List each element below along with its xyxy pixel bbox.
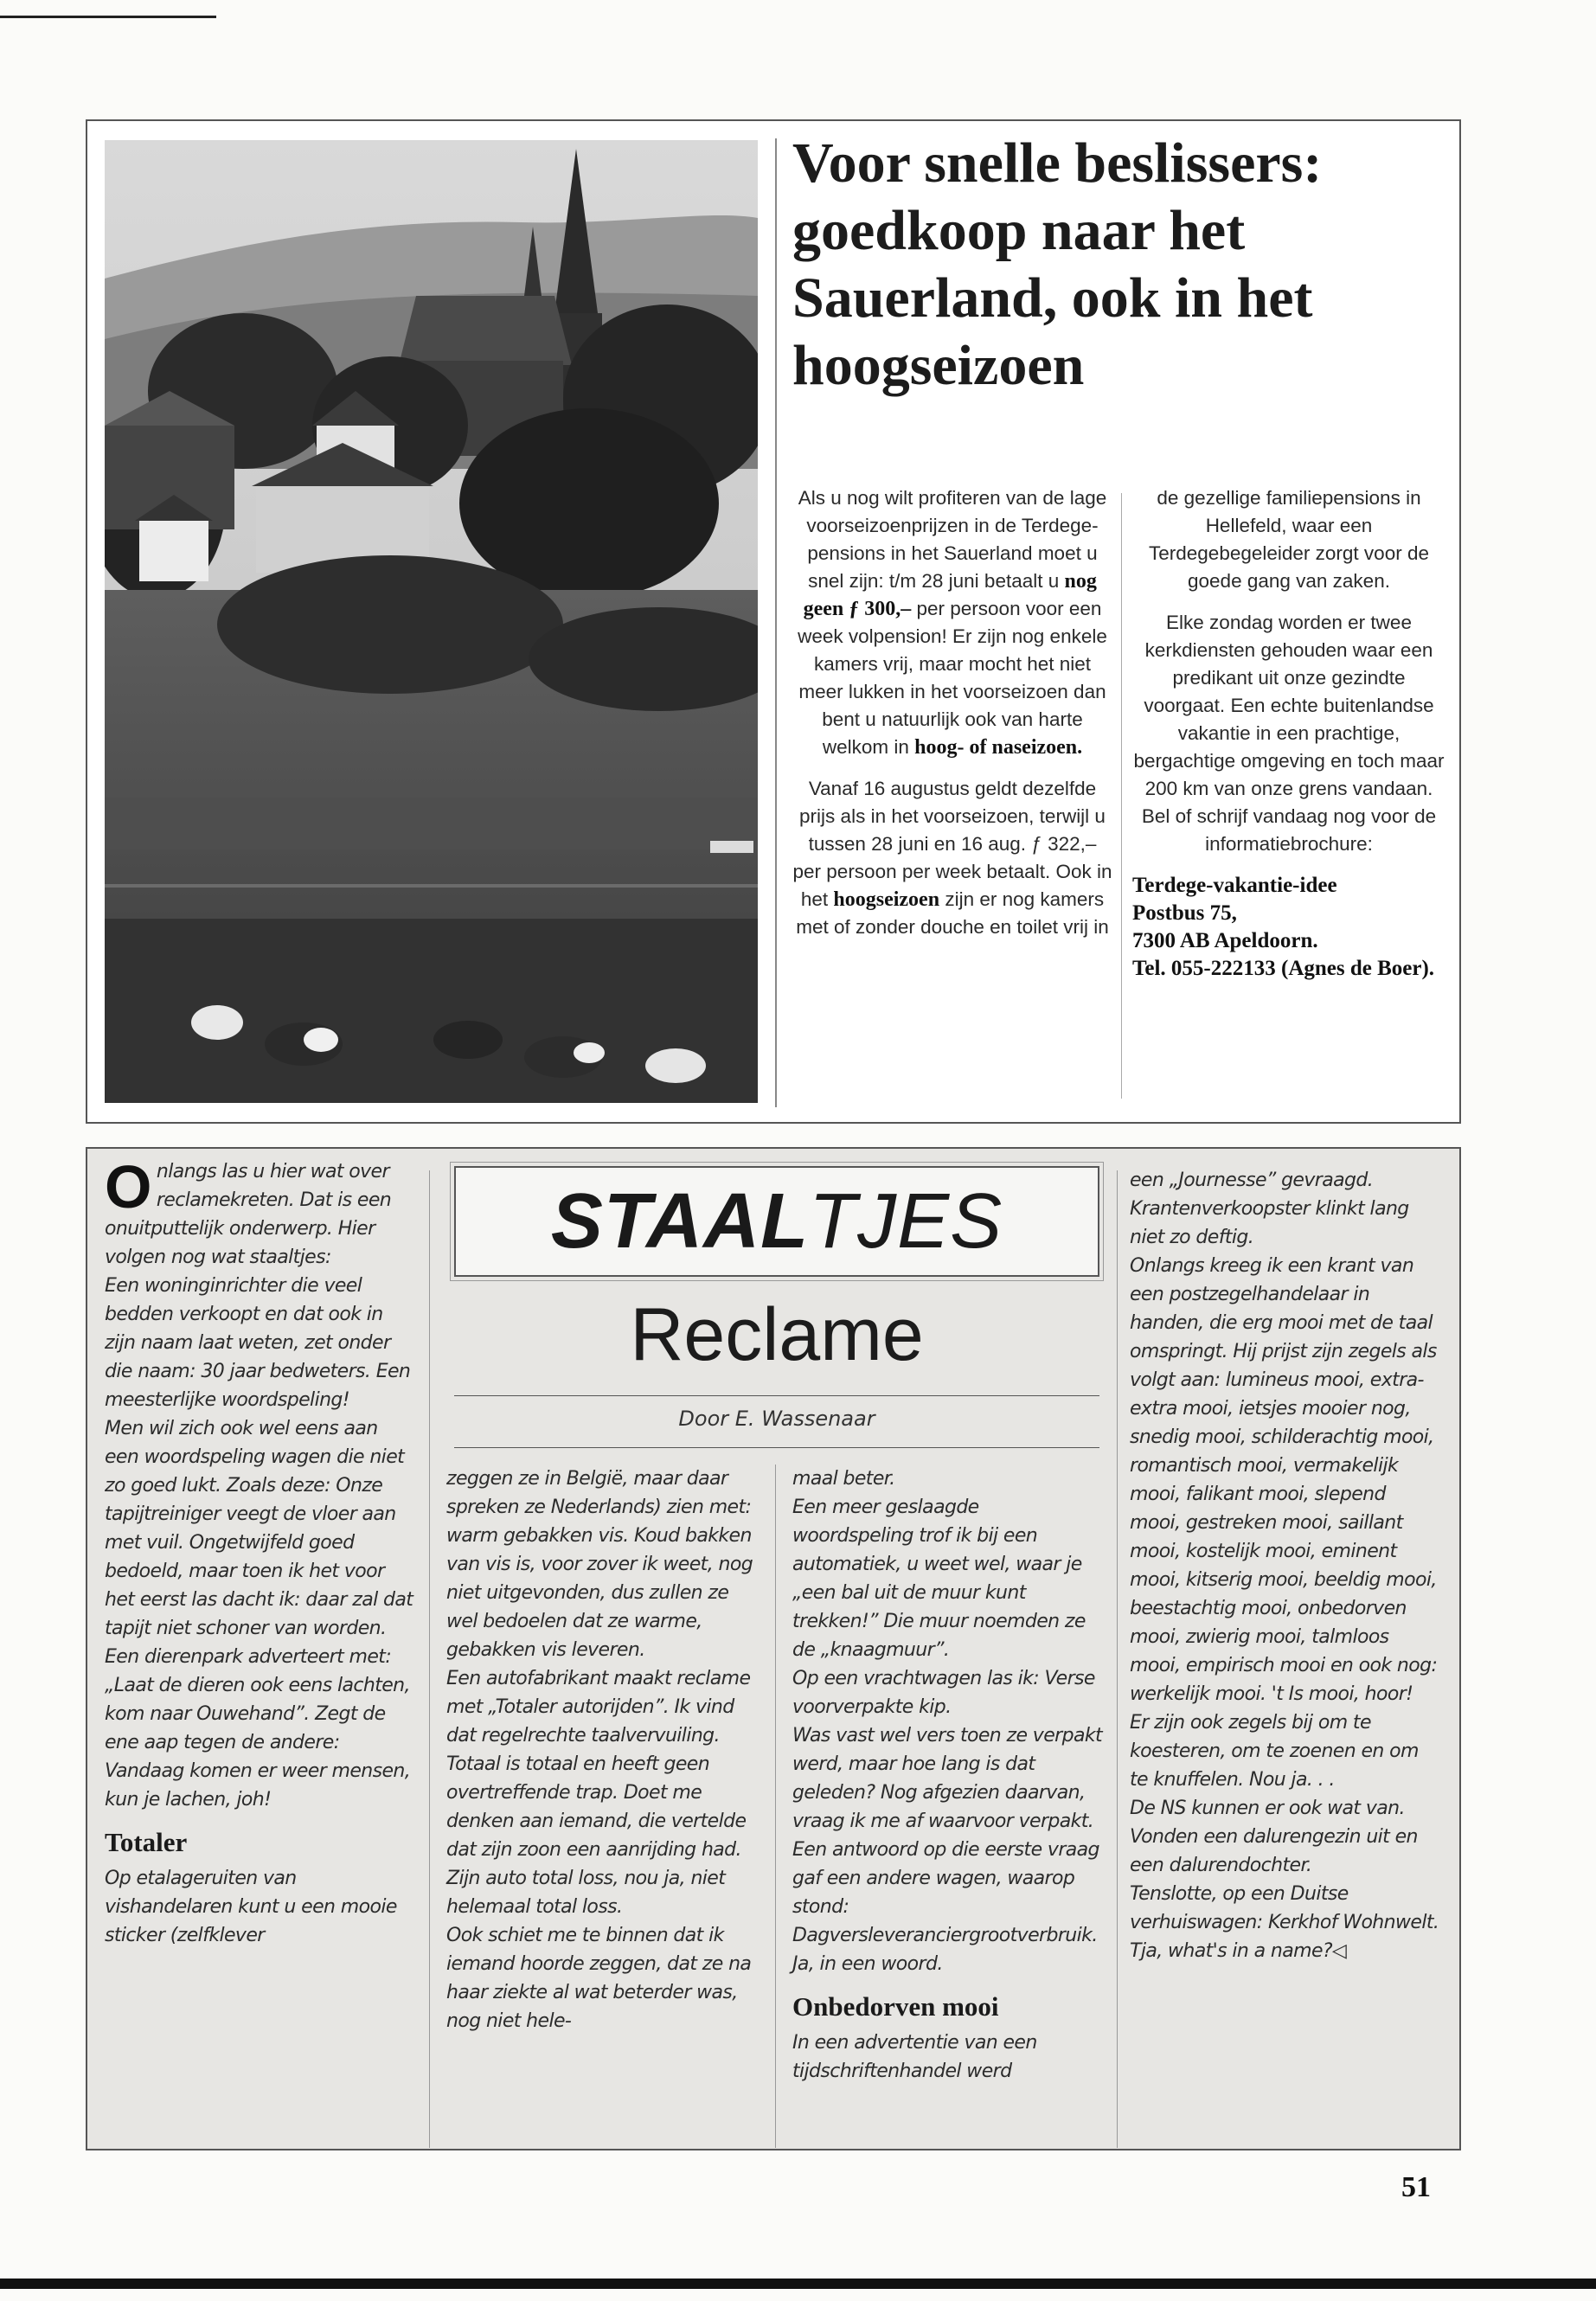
staaltjes-article-box	[86, 1147, 1461, 2150]
section-heading: Totaler	[105, 1827, 188, 1857]
bottom-rule	[0, 2279, 1596, 2289]
logo-text-bold: STAAL	[550, 1178, 810, 1265]
address-line: Postbus 75,	[1132, 901, 1237, 925]
title-rule	[454, 1395, 1099, 1396]
article-paragraph: Ook schiet me te binnen dat ik iemand hoorde zeggen, dat ze na haar ziekte al wat beterder was, nog niet hele-	[446, 1925, 752, 2032]
article-column-1	[105, 1153, 416, 1950]
ad-paragraph-1	[792, 484, 1112, 761]
article-text: nlangs las u hier wat over reclamekreten. Dat is een onuitputtelijk onderwerp. Hier volgen nog wat staaltjes:	[105, 1161, 392, 1268]
article-paragraph	[105, 1153, 416, 1272]
ad-text: Als u nog wilt profiteren van de lage voorseizoenprijzen in de Terdege-pensions in het Sauerland moet u snel zijn: t/m 28 juni betaalt u	[798, 487, 1107, 592]
column-divider	[1117, 1170, 1118, 2148]
article-paragraph: Ja, in een woord.	[792, 1953, 943, 1975]
article-paragraph: Tja, what's in a name?◁	[1130, 1940, 1347, 1962]
article-paragraph: Een dierenpark adverteert met: „Laat de dieren ook eens lachten, kom naar Ouwehand”. Zegt de ene aap tegen de andere: Vandaag komen er weer mensen, kun je lachen, joh!	[105, 1646, 411, 1811]
page-number: 51	[1401, 2171, 1431, 2203]
drop-cap: O	[105, 1153, 151, 1221]
ad-paragraph-2	[792, 775, 1112, 941]
staaltjes-logo	[454, 1166, 1099, 1277]
address-line: Tel. 055-222133 (Agnes de Boer).	[1132, 957, 1435, 980]
article-paragraph: Op een vrachtwagen las ik: Verse voorverpakte kip.	[792, 1668, 1095, 1718]
article-paragraph: Was vast wel vers toen ze verpakt werd, maar hoe lang is dat geleden? Nog afgezien daarvan, vraag ik me af waarvoor verpakt. Een antwoord op die eerste vraag gaf een andere wagen, waarop stond: Dagversleveranciergrootverbruik.	[792, 1725, 1103, 1946]
address-line: 7300 AB Apeldoorn.	[1132, 929, 1318, 952]
logo-text-light: TJES	[809, 1178, 1003, 1265]
ad-divider	[775, 138, 777, 1107]
article-column-3	[792, 1465, 1104, 2086]
ad-text: per persoon voor een week volpension! Er zijn nog enkele kamers vrij, maar mocht het niet meer lukken in het voorseizoen dan bent u natuurlijk ook van harte welkom in	[798, 598, 1107, 758]
article-paragraph: Een autofabrikant maakt reclame met „Totaler autorijden”. Ik vind dat regelrechte taalvervuiling. Totaal is totaal en heeft geen overtreffende trap. Doet me denken aan iemand, die vertelde dat zijn zoon een aanrijding had. Zijn auto total loss, nou ja, niet helemaal total loss.	[446, 1668, 751, 1918]
ad-column-1	[792, 484, 1112, 955]
byline: Door E. Wassenaar	[678, 1407, 875, 1431]
top-rule	[0, 16, 216, 18]
ad-headline: Voor snelle beslissers: goedkoop naar het Sauerland, ook in het hoogseizoen	[792, 131, 1323, 397]
advertisement-box	[86, 119, 1461, 1124]
address-line: Terdege-vakantie-idee	[1132, 874, 1337, 897]
ad-paragraph-3: de gezellige familiepensions in Hellefeld, waar een Terdegebegeleider zorgt voor de goede gang van zaken.	[1149, 487, 1429, 592]
article-paragraph: Op etalageruiten van vishandelaren kunt u een mooie sticker (zelfklever	[105, 1868, 397, 1946]
church-village-landscape-photo	[105, 140, 758, 1103]
article-paragraph: Tenslotte, op een Duitse verhuiswagen: Kerkhof Wohnwelt.	[1130, 1883, 1439, 1933]
ad-column-2	[1132, 484, 1445, 983]
article-column-2	[446, 1465, 758, 2035]
article-paragraph: maal beter.	[792, 1468, 895, 1490]
column-divider	[429, 1170, 430, 2148]
byline-rule	[454, 1447, 1099, 1448]
article-paragraph: De NS kunnen er ook wat van. Vonden een dalurengezin uit en een dalurendochter.	[1130, 1798, 1418, 1876]
article-paragraph: een „Journesse” gevraagd. Krantenverkoopster klinkt lang niet zo deftig.	[1130, 1170, 1409, 1248]
ad-paragraph-4: Elke zondag worden er twee kerkdiensten gehouden waar een predikant uit onze gezindte voorgaat. Een echte buitenlandse vakantie in een prachtige, bergachtige omgeving en toch maar 200 km van onze grens vandaan. Bel of schrijf vandaag nog voor de informatiebrochure:	[1133, 612, 1445, 855]
column-divider	[775, 1465, 776, 2148]
ad-season-highlight: hoog- of naseizoen.	[914, 736, 1083, 759]
ad-column-divider	[1121, 493, 1122, 1099]
article-paragraph: Er zijn ook zegels bij om te koesteren, om te zoenen en om te knuffelen. Nou ja. . .	[1130, 1712, 1419, 1791]
ad-text: zijn er nog kamers met of zonder douche en toilet vrij in	[796, 888, 1109, 938]
article-paragraph: Onlangs kreeg ik een krant van een postzegelhandelaar in handen, die erg mooi met de taal omspringt. Hij prijst zijn zegels als volgt aan: lumineus mooi, extra-extra mooi, ietsjes mooier nog, snedig mooi, schilderachtig mooi, romantisch mooi, vermakelijk mooi, falikant mooi, slepend mooi, gestreken mooi, saillant mooi, kostelijk mooi, eminent mooi, kitserig mooi, beeldig mooi, beestachtig mooi, onbedorven mooi, zwierig mooi, talmloos mooi, empirisch mooi en ook nog: werkelijk mooi. 't Is mooi, hoor!	[1130, 1255, 1438, 1705]
article-paragraph: zeggen ze in België, maar daar spreken ze Nederlands) zien met: warm gebakken vis. Koud bakken van vis is, voor zover ik weet, nog niet uitgevonden, dus zullen ze wel bedoelen dat ze warme, gebakken vis leveren.	[446, 1468, 753, 1661]
article-paragraph: Men wil zich ook wel eens aan een woordspeling wagen die niet zo goed lukt. Zoals deze: Onze tapijtreiniger veegt de vloer aan met vuil. Ongetwijfeld goed bedoeld, maar toen ik het voor het eerst las dacht ik: daar zal dat tapijt niet schoner van worden.	[105, 1418, 413, 1639]
article-paragraph: In een advertentie van een tijdschriftenhandel werd	[792, 2032, 1037, 2082]
article-paragraph: Een woninginrichter die veel bedden verkoopt en dat ook in zijn naam laat weten, zet onder die naam: 30 jaar bedweters. Een meesterlijke woordspeling!	[105, 1275, 411, 1411]
article-column-4	[1130, 1166, 1441, 1965]
article-paragraph: Een meer geslaagde woordspeling trof ik bij een automatiek, u weet wel, waar je „een bal uit de muur kunt trekken!” Die muur noemden ze de „knaagmuur”.	[792, 1497, 1086, 1661]
section-heading: Onbedorven mooi	[792, 1991, 999, 2022]
ad-season-highlight: hoogseizoen	[833, 888, 940, 911]
ad-price-highlight: nog geen ƒ 300,–	[803, 570, 1097, 620]
ad-text: Vanaf 16 augustus geldt dezelfde prijs als in het voorseizoen, terwijl u tussen 28 juni en 16 aug. ƒ 322,– per persoon per week betaalt. Ook in het	[792, 778, 1112, 910]
article-title: Reclame	[630, 1293, 924, 1376]
contact-address	[1132, 872, 1445, 983]
